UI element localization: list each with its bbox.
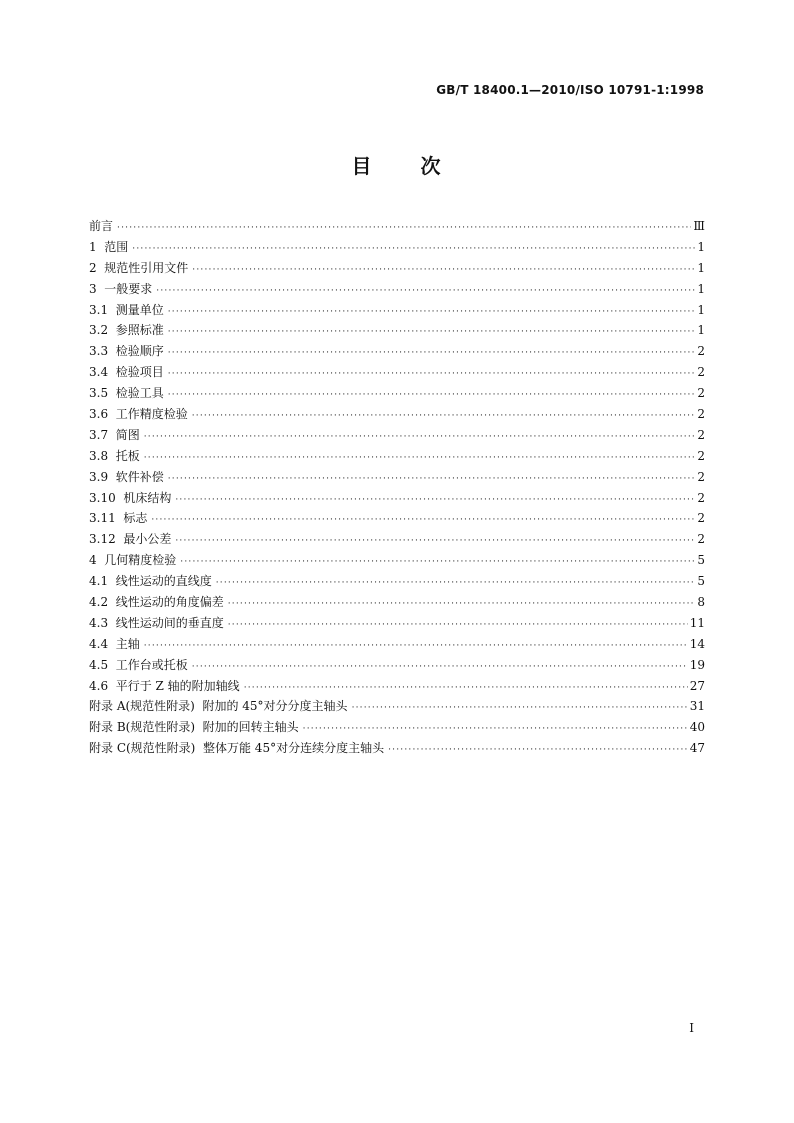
toc-entry-page: 14 (689, 636, 705, 651)
dot-leader (156, 281, 695, 302)
toc-entry-page: 8 (697, 595, 705, 610)
toc-entry-page: 1 (697, 260, 705, 275)
toc-entry[interactable] (89, 634, 705, 655)
dot-leader (228, 615, 688, 636)
toc-entry-page: 2 (697, 448, 705, 463)
toc-entry-title: 前言 (89, 219, 114, 233)
toc-entry-title: 2 规范性引用文件 (89, 260, 189, 275)
dot-leader (168, 385, 695, 406)
toc-entry-page: 2 (697, 386, 705, 401)
toc-entry-title: 3.1 测量单位 (89, 302, 164, 317)
dot-leader (244, 678, 688, 699)
toc-entry[interactable] (89, 237, 705, 258)
table-of-contents (89, 216, 705, 759)
toc-entry[interactable] (89, 717, 705, 738)
toc-entry[interactable] (89, 676, 705, 697)
toc-entry-page: 31 (689, 699, 705, 714)
toc-entry-page: Ⅲ (693, 219, 705, 233)
toc-entry-page: 1 (697, 323, 705, 338)
toc-entry-title: 3.12 最小公差 (89, 532, 172, 547)
dot-leader (388, 740, 688, 761)
standard-code-header: GB/T 18400.1—2010/ISO 10791-1:1998 (436, 83, 704, 97)
toc-entry[interactable] (89, 258, 705, 279)
toc-entry-page: 2 (697, 469, 705, 484)
toc-entry-title: 4 几何精度检验 (89, 553, 177, 568)
toc-entry-page: 5 (697, 574, 705, 589)
toc-entry-page: 27 (689, 678, 705, 693)
toc-entry[interactable] (89, 488, 705, 509)
dot-leader (144, 427, 695, 448)
dot-leader (192, 406, 695, 427)
toc-entry-page: 2 (697, 407, 705, 422)
dot-leader (192, 657, 688, 678)
dot-leader (303, 719, 688, 740)
toc-entry[interactable] (89, 696, 705, 717)
toc-entry-title: 3.7 简图 (89, 427, 140, 442)
toc-entry-title: 3.9 软件补偿 (89, 469, 164, 484)
toc-entry-page: 2 (697, 511, 705, 526)
dot-leader (168, 343, 695, 364)
toc-entry[interactable] (89, 446, 705, 467)
toc-entry[interactable] (89, 655, 705, 676)
dot-leader (144, 636, 688, 657)
toc-entry-title: 3.6 工作精度检验 (89, 407, 188, 422)
toc-entry-title: 附录 B(规范性附录) 附加的回转主轴头 (89, 720, 299, 735)
toc-entry[interactable] (89, 738, 705, 759)
dot-leader (168, 364, 695, 385)
dot-leader (151, 510, 695, 531)
toc-entry-page: 2 (697, 344, 705, 359)
dot-leader (168, 302, 695, 323)
toc-entry[interactable] (89, 216, 705, 237)
toc-entry-title: 3.10 机床结构 (89, 490, 172, 505)
toc-entry-title: 4.3 线性运动间的垂直度 (89, 615, 224, 630)
toc-entry[interactable] (89, 300, 705, 321)
dot-leader (352, 698, 688, 719)
toc-entry-page: 19 (689, 657, 705, 672)
page-number: I (689, 1021, 694, 1035)
dot-leader (132, 239, 695, 260)
toc-entry[interactable] (89, 613, 705, 634)
toc-entry-title: 3.11 标志 (89, 511, 148, 526)
toc-entry-title: 1 范围 (89, 239, 129, 254)
dot-leader (168, 322, 695, 343)
toc-entry-page: 11 (689, 615, 705, 630)
toc-entry-title: 4.5 工作台或托板 (89, 657, 188, 672)
toc-entry[interactable] (89, 550, 705, 571)
toc-entry-title: 4.2 线性运动的角度偏差 (89, 595, 224, 610)
page-title: 目 次 (351, 154, 443, 178)
toc-entry-title: 3.5 检验工具 (89, 386, 164, 401)
toc-entry[interactable] (89, 341, 705, 362)
toc-entry[interactable] (89, 592, 705, 613)
toc-entry-page: 2 (697, 532, 705, 547)
toc-entry[interactable] (89, 404, 705, 425)
dot-leader (180, 552, 695, 573)
toc-entry-page: 40 (689, 720, 705, 735)
toc-entry-page: 2 (697, 365, 705, 380)
toc-entry-page: 2 (697, 490, 705, 505)
dot-leader (144, 448, 695, 469)
toc-entry-title: 3.2 参照标准 (89, 323, 164, 338)
dot-leader (216, 573, 695, 594)
toc-entry[interactable] (89, 362, 705, 383)
toc-entry-page: 1 (697, 302, 705, 317)
toc-entry-title: 附录 C(规范性附录) 整体万能 45°对分连续分度主轴头 (89, 741, 385, 756)
toc-entry[interactable] (89, 467, 705, 488)
toc-entry-title: 4.1 线性运动的直线度 (89, 574, 212, 589)
toc-entry-title: 3.3 检验顺序 (89, 344, 164, 359)
toc-entry-title: 3 一般要求 (89, 281, 153, 296)
toc-entry-page: 47 (689, 741, 705, 756)
dot-leader (117, 218, 691, 239)
toc-entry-page: 2 (697, 427, 705, 442)
toc-entry-title: 附录 A(规范性附录) 附加的 45°对分分度主轴头 (89, 699, 348, 714)
toc-entry-title: 4.6 平行于 Z 轴的附加轴线 (89, 678, 240, 693)
toc-entry-page: 1 (697, 281, 705, 296)
dot-leader (168, 469, 695, 490)
dot-leader (175, 490, 695, 511)
toc-entry-page: 1 (697, 239, 705, 254)
toc-entry[interactable] (89, 383, 705, 404)
toc-entry[interactable] (89, 320, 705, 341)
toc-entry[interactable] (89, 529, 705, 550)
toc-entry[interactable] (89, 425, 705, 446)
dot-leader (228, 594, 695, 615)
dot-leader (175, 531, 695, 552)
toc-entry[interactable] (89, 571, 705, 592)
toc-entry[interactable] (89, 279, 705, 300)
toc-entry-title: 3.4 检验项目 (89, 365, 164, 380)
toc-entry[interactable] (89, 508, 705, 529)
toc-entry-title: 4.4 主轴 (89, 636, 140, 651)
toc-entry-page: 5 (697, 553, 705, 568)
dot-leader (192, 260, 695, 281)
toc-entry-title: 3.8 托板 (89, 448, 140, 463)
